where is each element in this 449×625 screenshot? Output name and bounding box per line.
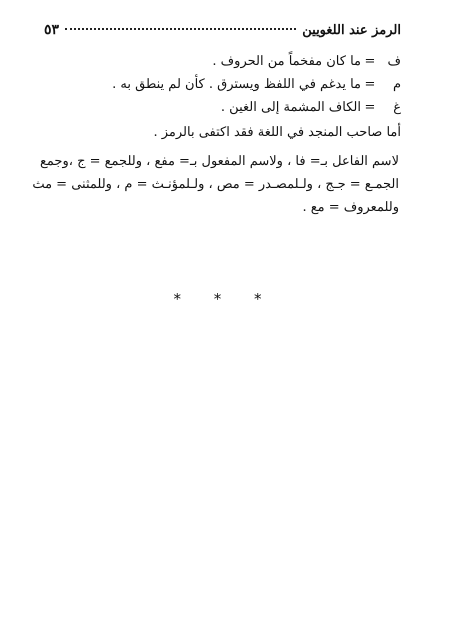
definition-row [40,96,401,119]
definition-symbol: غ [393,100,401,115]
dotted-leader [65,28,296,30]
equals-sign: = [364,77,376,92]
definition-row [40,50,401,73]
definition-meaning: ما يدغم في اللفظ ويسترق . كأن لم ينطق به . [112,77,361,92]
paragraph-line: وللمعروف = مع . [302,200,399,215]
definition-meaning: الكاف المشمة إلى الغين . [220,100,361,115]
definition-meaning: ما كان مفخماً من الحروف . [212,54,361,69]
running-title: الرمز عند اللغويين [302,23,401,38]
symbol-definitions [40,50,401,119]
paragraph-line: لاسم الفاعل بـ= فا ، ولاسم المفعول بـ= مفع ، وللجمع = ج ،وجمع [40,154,399,169]
munjid-note: أما صاحب المنجد في اللغة فقد اكتفى بالرمز . [153,125,401,140]
definition-row [40,73,401,96]
paragraph-line: الجمـع = جـج ، ولـلمصـدر = مص ، ولـلمؤنـث = م ، وللمثنى = مث [32,177,399,192]
equals-sign: = [364,54,376,69]
section-separator: * * * [173,290,276,308]
definition-symbol: ف [387,54,401,69]
page-number: ٥٣ [44,22,60,38]
definition-symbol: م [392,77,401,92]
equals-sign: = [364,100,376,115]
page-header [44,22,401,42]
abbreviations-paragraph [32,150,399,219]
